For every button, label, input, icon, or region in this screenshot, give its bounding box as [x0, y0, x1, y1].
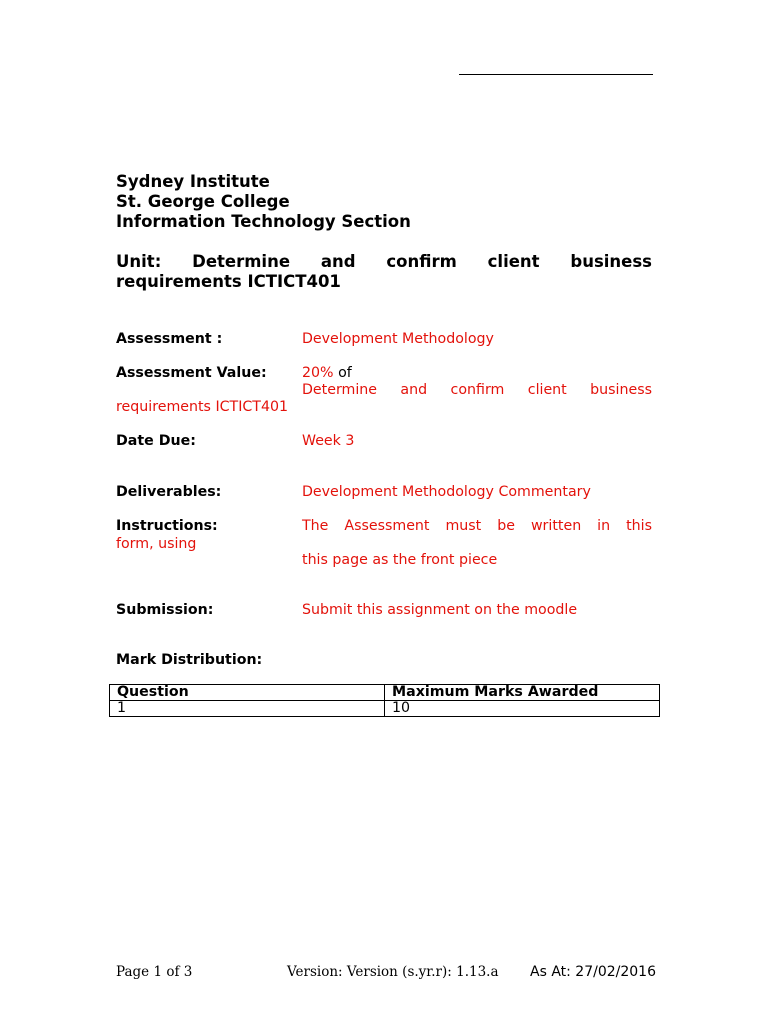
marks-table [109, 684, 660, 717]
assessment-value-label: Assessment Value: [116, 365, 267, 381]
instructions-label: Instructions: [116, 518, 218, 534]
unit-title-line2: requirements ICTICT401 [116, 272, 341, 291]
footer-page-number: Page 1 of 3 [116, 964, 193, 980]
table-header-max-marks: Maximum Marks Awarded [385, 685, 660, 701]
assessment-label: Assessment : [116, 331, 223, 347]
assessment-percent: 20% [302, 365, 334, 381]
deliverables-value: Development Methodology Commentary [302, 484, 591, 500]
deliverables-label: Deliverables: [116, 484, 222, 500]
instructions-line2: form, using [116, 536, 197, 552]
table-cell-question: 1 [110, 701, 385, 717]
assessment-value-percent-line [302, 365, 352, 382]
footer-as-at: As At: 27/02/2016 [530, 964, 656, 980]
submission-value: Submit this assignment on the moodle [302, 602, 578, 618]
submission-label: Submission: [116, 602, 214, 618]
footer-version: Version: Version (s.yr.r): 1.13.a [287, 964, 499, 980]
table-header-row [110, 685, 660, 701]
table-cell-max-marks: 10 [385, 701, 660, 717]
table-header-question: Question [110, 685, 385, 701]
assessment-value: Development Methodology [302, 331, 494, 347]
mark-distribution-label: Mark Distribution: [116, 652, 263, 668]
college-name: St. George College [116, 192, 290, 211]
assessment-of: of [338, 365, 352, 381]
signature-line [459, 74, 653, 75]
section-name: Information Technology Section [116, 212, 411, 231]
instructions-line1: The Assessment must be written in this [302, 518, 652, 534]
unit-title [116, 252, 652, 292]
instructions-line3: this page as the front piece [302, 552, 498, 568]
institute-name: Sydney Institute [116, 172, 270, 191]
table-row [110, 701, 660, 717]
assessment-value-line3: requirements ICTICT401 [116, 399, 289, 415]
assessment-value-line2: Determine and confirm client business [302, 382, 652, 398]
unit-title-line1: Unit: Determine and confirm client business [116, 252, 652, 271]
date-due-value: Week 3 [302, 433, 355, 449]
date-due-label: Date Due: [116, 433, 196, 449]
